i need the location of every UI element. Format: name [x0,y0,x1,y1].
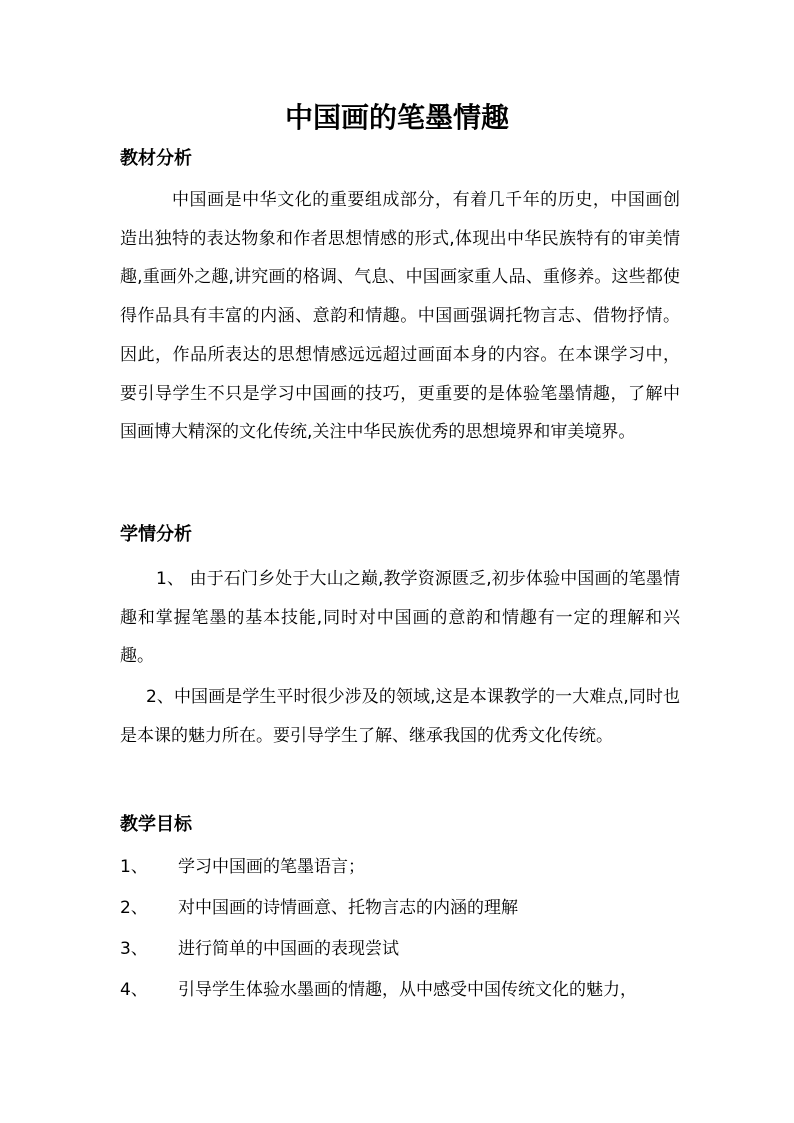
section-heading-students: 学情分析 [120,524,192,545]
students-item-2: 2、中国画是学生平时很少涉及的领域,这是本课教学的一大难点,同时也是本课的魅力所在。要引导学生了解、继承我国的优秀文化传统。 [120,687,680,746]
goal-item [120,936,690,962]
goal-number: 1、 [120,857,148,877]
page-title: 中国画的笔墨情趣 [284,101,509,134]
section-heading-analysis: 教材分析 [120,148,192,169]
goal-text: 对中国画的诗情画意、托物言志的内涵的理解 [178,898,518,918]
goal-text: 引导学生体验水墨画的情趣，从中感受中国传统文化的魅力， [178,980,637,1000]
analysis-paragraph: 中国画是中华文化的重要组成部分，有着几千年的历史，中国画创造出独特的表达物象和作者思想情感的形式,体现出中华民族特有的审美情趣,重画外之趣,讲究画的格调、气息、中国画家重人品、重修养。这些都使得作品具有丰富的内涵、意韵和情趣。中国画强调托物言志、借物抒情。因此，作品所表达的思想情感远远超过画面本身的内容。在本课学习中，要引导学生不只是学习中国画的技巧，更重要的是体验笔墨情趣，了解中国画博大精深的文化传统,关注中华民族优秀的思想境界和审美境界。 [120,190,680,443]
goal-item [120,895,690,921]
goal-item [120,854,690,880]
goal-text: 进行简单的中国画的表现尝试 [178,939,399,959]
goal-text: 学习中国画的笔墨语言； [178,857,365,877]
goal-item [120,977,690,1003]
section-heading-goals: 教学目标 [120,814,192,835]
goal-number: 2、 [120,898,148,918]
goal-number: 4、 [120,980,148,1000]
students-item-1: 1、 由于石门乡处于大山之巅,教学资源匮乏,初步体验中国画的笔墨情趣和掌握笔墨的基本技能,同时对中国画的意韵和情趣有一定的理解和兴趣。 [120,569,680,667]
goal-number: 3、 [120,939,148,959]
